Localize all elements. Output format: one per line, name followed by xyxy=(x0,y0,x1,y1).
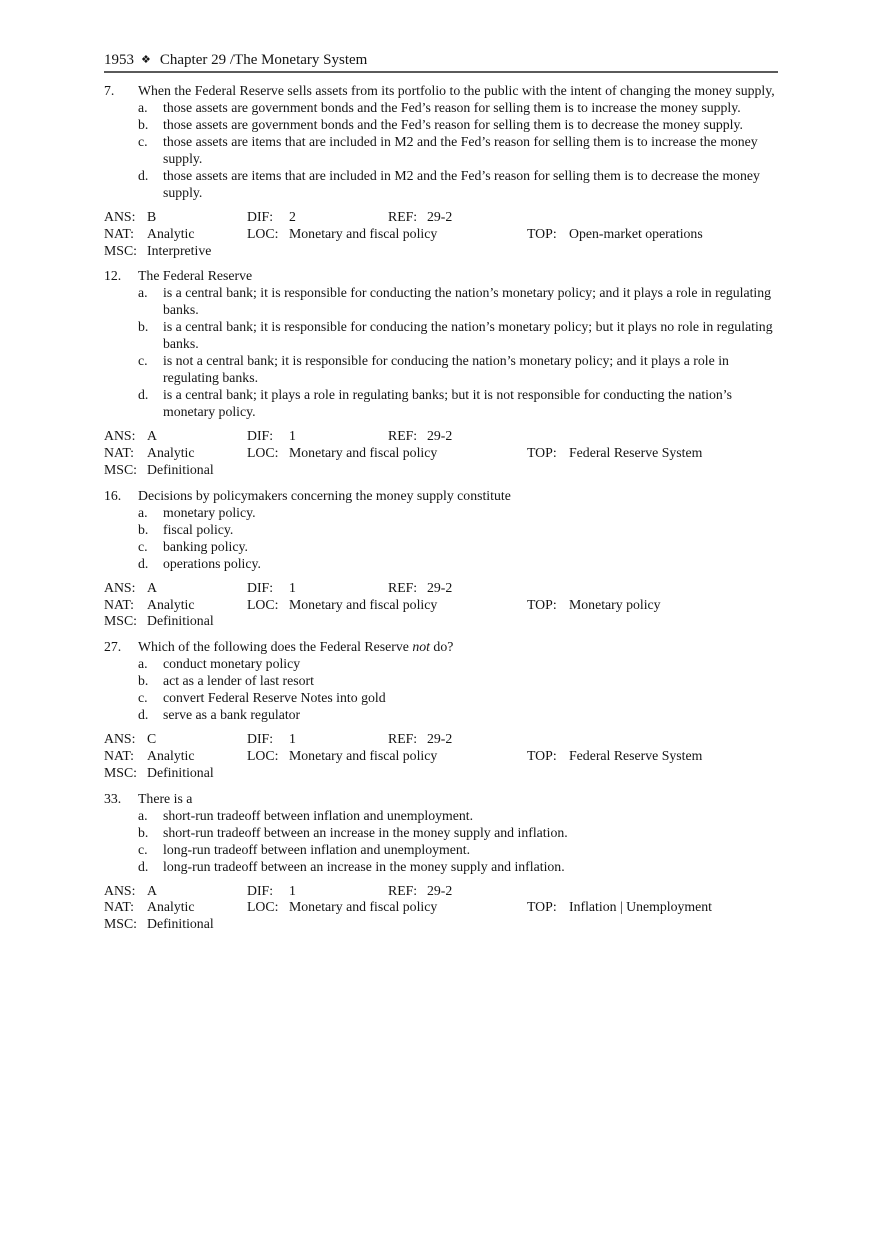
meta-top-value: Open-market operations xyxy=(569,225,703,241)
meta-msc-label: MSC: xyxy=(104,242,137,258)
meta-ref-value: 29-2 xyxy=(427,428,453,444)
option-text: conduct monetary policy xyxy=(163,656,301,672)
meta-msc-label: MSC: xyxy=(104,764,137,780)
option-row xyxy=(104,386,778,420)
question-metadata xyxy=(104,427,778,477)
meta-row-1 xyxy=(104,208,778,225)
option-letter: c. xyxy=(138,841,148,857)
meta-ans-value: A xyxy=(147,428,157,444)
meta-ans-value: A xyxy=(147,579,157,595)
question-text-main: When the Federal Reserve sells assets from its portfolio to the public with the intent of changing the money supply, xyxy=(138,83,775,98)
option-row xyxy=(104,167,778,201)
meta-dif-value: 1 xyxy=(289,882,296,898)
question-text xyxy=(138,267,778,284)
ornament-icon: ❖ xyxy=(141,54,151,66)
meta-msc-label: MSC: xyxy=(104,613,137,629)
meta-loc-value: Monetary and fiscal policy xyxy=(289,747,438,763)
chapter-title: Chapter 29 /The Monetary System xyxy=(159,52,368,68)
option-letter: d. xyxy=(138,707,149,723)
meta-dif-value: 1 xyxy=(289,428,296,444)
meta-top-label: TOP: xyxy=(527,747,557,763)
meta-ref-label: REF: xyxy=(388,882,418,898)
question-text xyxy=(138,487,778,504)
option-row xyxy=(104,706,778,723)
meta-loc-value: Monetary and fiscal policy xyxy=(289,596,438,612)
meta-row-2 xyxy=(104,747,778,764)
question-text-main: There is a xyxy=(138,790,193,806)
meta-ref-label: REF: xyxy=(388,579,418,595)
meta-dif-label: DIF: xyxy=(247,731,274,747)
option-row xyxy=(104,655,778,672)
question-stem-row xyxy=(104,638,778,655)
option-list xyxy=(104,655,778,723)
option-text: act as a lender of last resort xyxy=(163,673,314,689)
question-metadata xyxy=(104,730,778,780)
option-letter: c. xyxy=(138,538,148,554)
option-text: is a central bank; it is responsible for conducting the nation’s monetary policy; and it plays a role in regulating banks. xyxy=(163,285,772,318)
meta-ref-value: 29-2 xyxy=(427,579,453,595)
meta-nat-label: NAT: xyxy=(104,225,134,241)
option-text: fiscal policy. xyxy=(163,521,234,537)
option-row xyxy=(104,99,778,116)
meta-loc-label: LOC: xyxy=(247,747,279,763)
meta-row-1 xyxy=(104,882,778,899)
option-letter: c. xyxy=(138,134,148,149)
header-rule xyxy=(104,71,778,73)
option-row xyxy=(104,284,778,318)
option-text: long-run tradeoff between an increase in the money supply and inflation. xyxy=(163,858,565,874)
meta-nat-value: Analytic xyxy=(147,747,195,763)
option-row xyxy=(104,538,778,555)
meta-row-2 xyxy=(104,225,778,242)
option-list xyxy=(104,807,778,875)
option-letter: c. xyxy=(138,353,148,369)
meta-nat-value: Analytic xyxy=(147,596,195,612)
meta-nat-value: Analytic xyxy=(147,225,195,241)
meta-nat-label: NAT: xyxy=(104,445,134,461)
option-letter: d. xyxy=(138,387,149,403)
option-letter: b. xyxy=(138,824,149,840)
meta-top-value: Inflation | Unemployment xyxy=(569,899,713,915)
option-list xyxy=(104,99,778,201)
question-text xyxy=(138,790,778,807)
question-text-main: Which of the following does the Federal Reserve xyxy=(138,639,413,655)
question-text-main: Decisions by policymakers concerning the money supply constitute xyxy=(138,487,511,503)
meta-ref-label: REF: xyxy=(388,731,418,747)
question-block xyxy=(104,267,778,477)
question-stem-row xyxy=(104,487,778,504)
option-text: banking policy. xyxy=(163,538,248,554)
meta-ref-value: 29-2 xyxy=(427,209,453,224)
question-block xyxy=(104,487,778,629)
meta-ans-label: ANS: xyxy=(104,731,136,747)
question-list xyxy=(104,82,778,932)
meta-top-value: Federal Reserve System xyxy=(569,747,703,763)
option-letter: b. xyxy=(138,117,149,132)
option-letter: c. xyxy=(138,690,148,706)
question-metadata xyxy=(104,882,778,932)
meta-row-1 xyxy=(104,730,778,747)
page-header xyxy=(104,51,778,69)
question-stem-row xyxy=(104,267,778,284)
meta-nat-value: Analytic xyxy=(147,899,195,915)
meta-msc-label: MSC: xyxy=(104,916,137,932)
meta-ref-value: 29-2 xyxy=(427,882,453,898)
meta-msc-value: Definitional xyxy=(147,764,214,780)
option-letter: d. xyxy=(138,555,149,571)
option-letter: b. xyxy=(138,521,149,537)
meta-loc-value: Monetary and fiscal policy xyxy=(289,445,438,461)
question-text-tail: do? xyxy=(429,639,454,655)
meta-loc-value: Monetary and fiscal policy xyxy=(289,899,438,915)
question-block xyxy=(104,638,778,780)
option-text: convert Federal Reserve Notes into gold xyxy=(163,690,386,706)
option-row xyxy=(104,689,778,706)
option-letter: a. xyxy=(138,100,148,115)
option-text: those assets are items that are included in M2 and the Fed’s reason for selling them is to increase the money supply. xyxy=(163,134,758,166)
meta-row-3 xyxy=(104,242,778,259)
meta-nat-label: NAT: xyxy=(104,747,134,763)
meta-top-label: TOP: xyxy=(527,225,557,241)
meta-top-label: TOP: xyxy=(527,445,557,461)
question-stem-row xyxy=(104,790,778,807)
meta-msc-value: Interpretive xyxy=(147,242,212,258)
meta-dif-value: 1 xyxy=(289,579,296,595)
meta-top-label: TOP: xyxy=(527,596,557,612)
option-text: those assets are government bonds and the Fed’s reason for selling them is to increase the money supply. xyxy=(163,100,741,115)
option-text: is not a central bank; it is responsible for conducing the nation’s monetary policy; and it plays a role in regulating banks. xyxy=(163,353,729,386)
meta-row-3 xyxy=(104,915,778,932)
meta-row-2 xyxy=(104,596,778,613)
option-text: is a central bank; it plays a role in regulating banks; but it is not responsible for conducting the nation’s monetary policy. xyxy=(163,387,732,420)
meta-ref-value: 29-2 xyxy=(427,731,453,747)
question-number: 27. xyxy=(104,639,122,655)
option-row xyxy=(104,824,778,841)
meta-row-3 xyxy=(104,764,778,781)
option-row xyxy=(104,807,778,824)
meta-nat-label: NAT: xyxy=(104,596,134,612)
option-text: serve as a bank regulator xyxy=(163,707,301,723)
meta-top-label: TOP: xyxy=(527,899,557,915)
meta-ans-value: A xyxy=(147,882,157,898)
meta-dif-label: DIF: xyxy=(247,209,274,224)
meta-top-value: Federal Reserve System xyxy=(569,445,703,461)
meta-ans-label: ANS: xyxy=(104,579,136,595)
meta-dif-label: DIF: xyxy=(247,579,274,595)
meta-row-2 xyxy=(104,444,778,461)
meta-ans-value: C xyxy=(147,731,157,747)
question-metadata xyxy=(104,579,778,629)
option-row xyxy=(104,352,778,386)
option-list xyxy=(104,284,778,420)
option-row xyxy=(104,672,778,689)
meta-loc-label: LOC: xyxy=(247,596,279,612)
meta-loc-label: LOC: xyxy=(247,899,279,915)
meta-dif-label: DIF: xyxy=(247,428,274,444)
meta-nat-value: Analytic xyxy=(147,445,195,461)
option-row xyxy=(104,116,778,133)
meta-ref-label: REF: xyxy=(388,209,418,224)
option-text: those assets are items that are included in M2 and the Fed’s reason for selling them is to decrease the money supply. xyxy=(163,168,760,200)
meta-ref-label: REF: xyxy=(388,428,418,444)
question-text-emphasis: not xyxy=(412,639,430,655)
meta-nat-label: NAT: xyxy=(104,899,134,915)
option-row xyxy=(104,555,778,572)
question-block xyxy=(104,82,778,258)
meta-msc-label: MSC: xyxy=(104,461,137,477)
question-number: 12. xyxy=(104,268,122,284)
option-row xyxy=(104,133,778,167)
question-number: 33. xyxy=(104,790,122,806)
meta-ans-value: B xyxy=(147,209,157,224)
question-number: 7. xyxy=(104,83,115,98)
option-row xyxy=(104,318,778,352)
option-row xyxy=(104,504,778,521)
option-text: short-run tradeoff between inflation and unemployment. xyxy=(163,807,474,823)
meta-msc-value: Definitional xyxy=(147,461,214,477)
option-letter: b. xyxy=(138,673,149,689)
meta-loc-label: LOC: xyxy=(247,445,279,461)
option-text: short-run tradeoff between an increase in the money supply and inflation. xyxy=(163,824,568,840)
meta-loc-label: LOC: xyxy=(247,225,279,241)
meta-dif-label: DIF: xyxy=(247,882,274,898)
option-list xyxy=(104,504,778,572)
option-text: operations policy. xyxy=(163,555,261,571)
question-text xyxy=(138,638,778,655)
page-number: 1953 xyxy=(104,52,134,68)
option-letter: d. xyxy=(138,858,149,874)
question-block xyxy=(104,790,778,932)
option-letter: a. xyxy=(138,285,148,301)
option-letter: d. xyxy=(138,168,149,183)
option-text: those assets are government bonds and the Fed’s reason for selling them is to decrease the money supply. xyxy=(163,117,743,132)
option-row xyxy=(104,521,778,538)
meta-row-1 xyxy=(104,579,778,596)
option-letter: a. xyxy=(138,504,148,520)
option-row xyxy=(104,858,778,875)
question-text xyxy=(138,82,778,99)
option-text: is a central bank; it is responsible for conducing the nation’s monetary policy; but it plays no role in regulating banks. xyxy=(163,319,773,352)
meta-dif-value: 1 xyxy=(289,731,296,747)
meta-row-2 xyxy=(104,898,778,915)
meta-ans-label: ANS: xyxy=(104,428,136,444)
question-metadata xyxy=(104,208,778,258)
meta-row-3 xyxy=(104,461,778,478)
option-text: long-run tradeoff between inflation and unemployment. xyxy=(163,841,471,857)
question-stem-row xyxy=(104,82,778,99)
option-letter: b. xyxy=(138,319,149,335)
option-letter: a. xyxy=(138,807,148,823)
question-number: 16. xyxy=(104,487,122,503)
meta-row-3 xyxy=(104,612,778,629)
option-row xyxy=(104,841,778,858)
meta-msc-value: Definitional xyxy=(147,613,214,629)
meta-ans-label: ANS: xyxy=(104,882,136,898)
page-content xyxy=(104,0,778,932)
option-text: monetary policy. xyxy=(163,504,256,520)
option-letter: a. xyxy=(138,656,148,672)
meta-top-value: Monetary policy xyxy=(569,596,661,612)
meta-msc-value: Definitional xyxy=(147,916,214,932)
meta-loc-value: Monetary and fiscal policy xyxy=(289,225,438,241)
meta-dif-value: 2 xyxy=(289,209,296,224)
question-text-main: The Federal Reserve xyxy=(138,268,253,284)
meta-ans-label: ANS: xyxy=(104,209,136,224)
meta-row-1 xyxy=(104,427,778,444)
